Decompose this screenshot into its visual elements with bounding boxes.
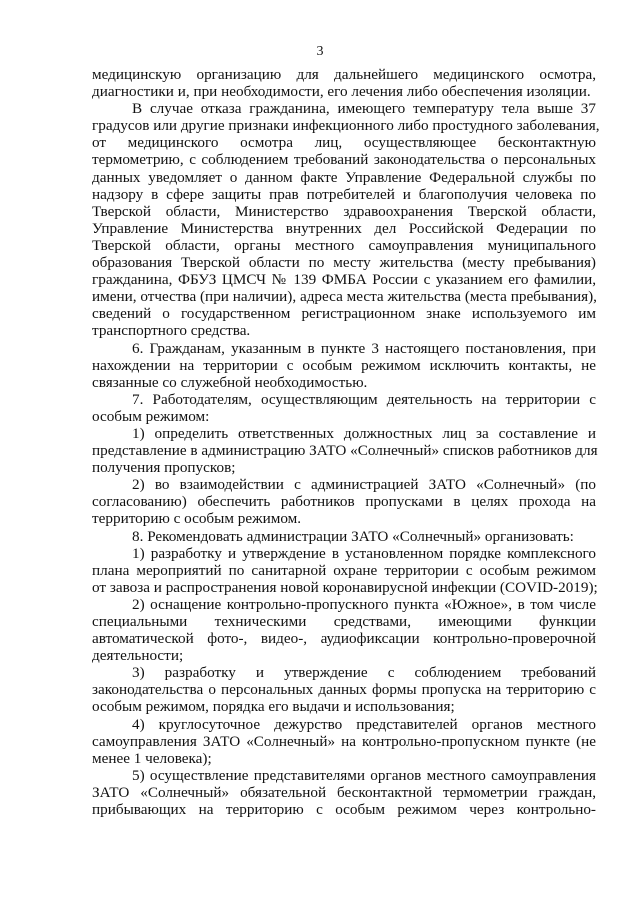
text-line: территорию с особым режимом.: [92, 510, 302, 528]
text-line: 2) оснащение контрольно-пропускного пункта «Южное», в том числе: [132, 595, 596, 613]
document-body: [92, 66, 600, 819]
text-line: специальными техническими средствами, имеющими функции: [92, 613, 596, 630]
text-line: согласованию) обеспечить работников пропусками в целях прохода на: [92, 493, 596, 511]
text-line: диагностики и, при необходимости, его лечения либо обеспечения изоляции.: [92, 83, 591, 101]
text-line: представление в администрацию ЗАТО «Солнечный» списков работников для: [92, 442, 598, 460]
text-line: надзору в сфере защиты прав потребителей и благополучия человека по: [92, 185, 596, 203]
text-line: законодательства о персональных данных формы пропуска на территорию с: [92, 681, 596, 699]
text-line: от завоза и распространения новой коронавирусной инфекции (COVID-2019);: [92, 578, 598, 596]
text-line: 1) разработку и утверждение в установленном порядке комплексного: [132, 544, 596, 562]
text-line: гражданина, ФБУЗ ЦМСЧ № 139 ФМБА России с указанием его фамилии,: [92, 271, 596, 289]
text-line: от медицинского осмотра лиц, осуществляющее бесконтактную: [92, 134, 596, 152]
text-line: 5) осуществление представителями органов местного самоуправления: [132, 766, 596, 784]
text-line: ЗАТО «Солнечный» обязательной бесконтактной термометрии граждан,: [92, 783, 596, 801]
text-line: 1) определить ответственных должностных лиц за составление и: [132, 424, 596, 442]
text-line: образования Тверской области по месту жительства (месту пребывания): [92, 254, 596, 272]
text-line: 2) во взаимодействии с администрацией ЗАТО «Солнечный» (по: [132, 476, 596, 494]
text-line: 4) круглосуточное дежурство представителей органов местного: [132, 715, 596, 733]
text-line: 7. Работодателям, осуществляющим деятельность на территории с: [132, 390, 596, 408]
text-line: получения пропусков;: [92, 459, 236, 477]
text-line: Тверской области, органы местного самоуправления муниципального: [92, 236, 596, 254]
text-line: 3) разработку и утверждение с соблюдением требований: [132, 664, 596, 682]
page-number: 3: [316, 44, 324, 59]
text-line: нахождении на территории с особым режимом исключить контакты, не: [92, 356, 596, 374]
text-line: 8. Рекомендовать администрации ЗАТО «Солнечный» организовать:: [132, 527, 574, 545]
text-line: самоуправления ЗАТО «Солнечный» на контрольно-пропускном пункте (не: [92, 732, 596, 750]
text-line: В случае отказа гражданина, имеющего температуру тела выше 37: [132, 100, 596, 118]
text-line: термометрию, с соблюдением требований законодательства о персональных: [92, 151, 596, 169]
text-line: данных уведомляет о данном факте Управление Федеральной службы по: [92, 168, 596, 186]
text-line: особым режимом, порядка его выдачи и использования;: [92, 698, 455, 716]
text-line: связанные со служебной необходимостью.: [92, 373, 368, 391]
text-line: сведений о государственном регистрационном знаке используемого им: [92, 305, 596, 323]
text-line: автоматической фото-, видео-, аудиофиксации контрольно-проверочной: [92, 630, 596, 648]
text-line: плана мероприятий по санитарной охране территории с особым режимом: [92, 561, 596, 579]
text-line: прибывающих на территорию с особым режимом через контрольно-: [92, 801, 596, 819]
text-line: особым режимом:: [92, 407, 210, 425]
text-line: градусов или другие признаки инфекционного либо простудного заболевания,: [92, 117, 600, 135]
text-line: Тверской области, Министерство здравоохранения Тверской области,: [92, 202, 596, 220]
text-line: 6. Гражданам, указанным в пункте 3 настоящего постановления, при: [132, 339, 596, 357]
text-line: транспортного средства.: [92, 322, 251, 340]
text-line: Управление Министерства внутренних дел Российской Федерации по: [92, 219, 596, 237]
text-line: медицинскую организацию для дальнейшего медицинского осмотра,: [92, 66, 596, 83]
text-line: имени, отчества (при наличии), адреса места жительства (места пребывания),: [92, 288, 597, 306]
text-line: деятельности;: [92, 647, 184, 665]
text-line: менее 1 человека);: [92, 749, 212, 767]
